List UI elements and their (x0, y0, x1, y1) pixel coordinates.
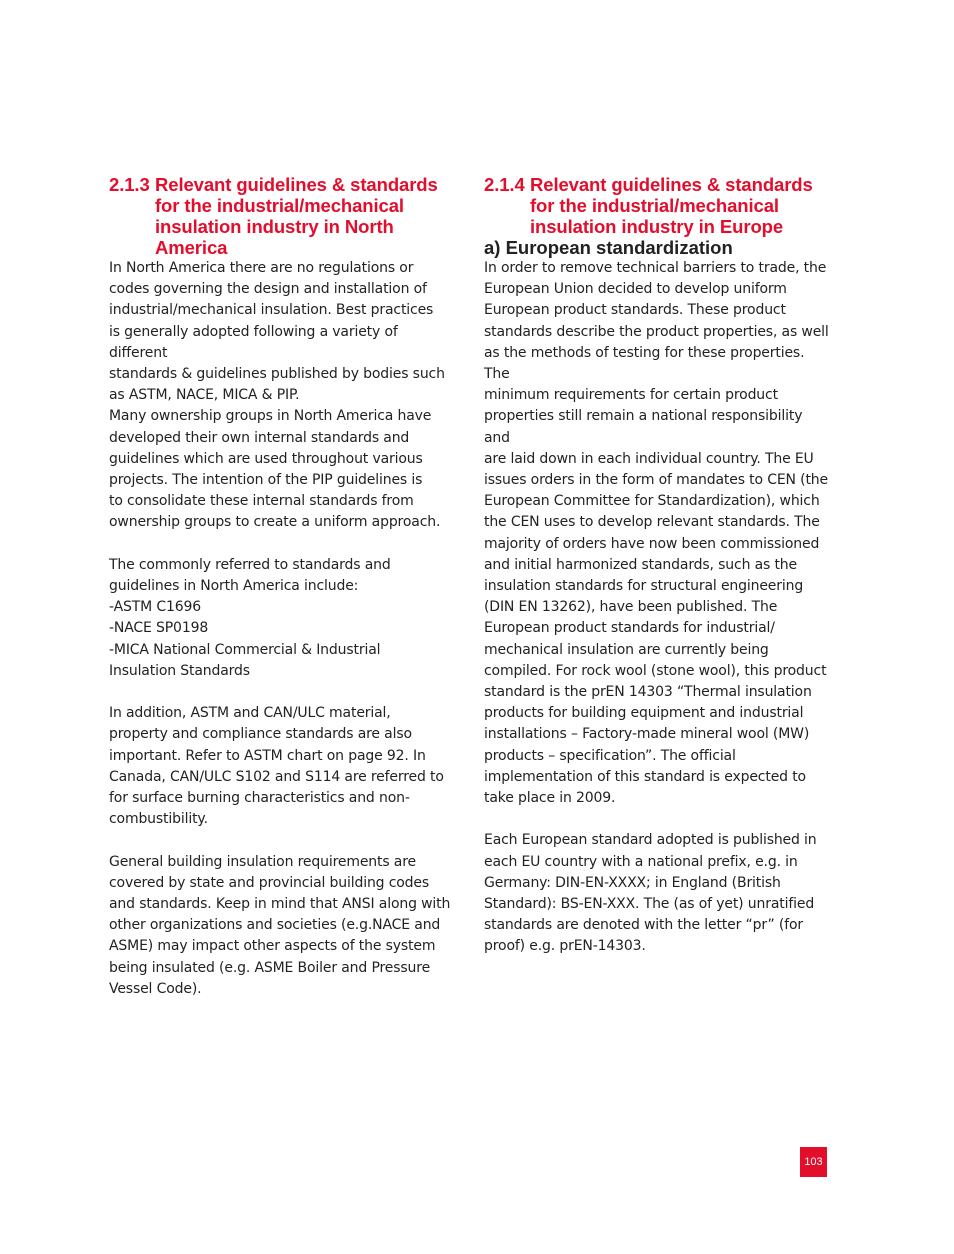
section-number: 2.1.4 (484, 174, 525, 195)
right-column (484, 174, 830, 958)
paragraph: Each European standard adopted is published in each EU country with a national prefix, e.g. in Germany: DIN-EN-XXXX; in England (British Standard): BS-EN-XXX. The (as of yet) unratified standards are denoted with the letter “pr” (for proof) e.g. prEN-14303. (484, 832, 817, 955)
section-title: Relevant guidelines & standards for the industrial/mechanical insulation industry in Europe (530, 174, 813, 237)
paragraph: In North America there are no regulations or codes governing the design and installation of industrial/mechanical insulation. Best practices is generally adopted following a variety of different standards & guidelines published by bodies such as ASTM, NACE, MICA & PIP. Many ownership groups in North America have developed their own internal standards and guidelines which are used throughout various projects. The intention of the PIP guidelines is to consolidate these internal standards from ownership groups to create a uniform approach. (109, 260, 445, 531)
paragraph: The commonly referred to standards and guidelines in North America include: -ASTM C1696 -NACE SP0198 -MICA National Commercial & Industrial Insulation Standards (109, 556, 391, 679)
paragraph: General building insulation requirements are covered by state and provincial building codes and standards. Keep in mind that ANSI along with other organizations and societies (e.g.NACE and ASME) may impact other aspects of the system being insulated (e.g. ASME Boiler and Pressure Vessel Code). (109, 853, 451, 997)
paragraph: In order to remove technical barriers to trade, the European Union decided to develop uniform European product standards. These product standards describe the product properties, as well as the methods of testing for these properties. The minimum requirements for certain product properties still remain a national responsibility and are laid down in each individual country. The EU issues orders in the form of mandates to CEN (the European Committee for Standardization), which the CEN uses to develop relevant standards. The majority of orders have now been commissioned and initial harmonized standards, such as the insulation standards for structural engineering (DIN EN 13262), have been published. The European product standards for industrial/ mechanical insulation are currently being compiled. For rock wool (stone wool), this product standard is the prEN 14303 “Thermal insulation products for building equipment and industrial installations – Factory-made mineral wool (MW) products – specification”. The official implementation of this standard is expected to take place in 2009. (484, 260, 829, 807)
left-column (109, 174, 455, 1000)
paragraph: In addition, ASTM and CAN/ULC material, property and compliance standards are also important. Refer to ASTM chart on page 92. In Canada, CAN/ULC S102 and S114 are referred to for surface burning characteristics and non- combustibility. (109, 705, 444, 828)
page-number-badge: 103 (800, 1147, 827, 1177)
section-title: Relevant guidelines & standards for the industrial/mechanical insulation industry in North America (155, 174, 438, 258)
section-number: 2.1.3 (109, 174, 150, 195)
section-heading-2-1-4 (484, 174, 830, 237)
section-heading-2-1-3 (109, 174, 455, 258)
subsection-title: a) European standardization (484, 237, 733, 258)
